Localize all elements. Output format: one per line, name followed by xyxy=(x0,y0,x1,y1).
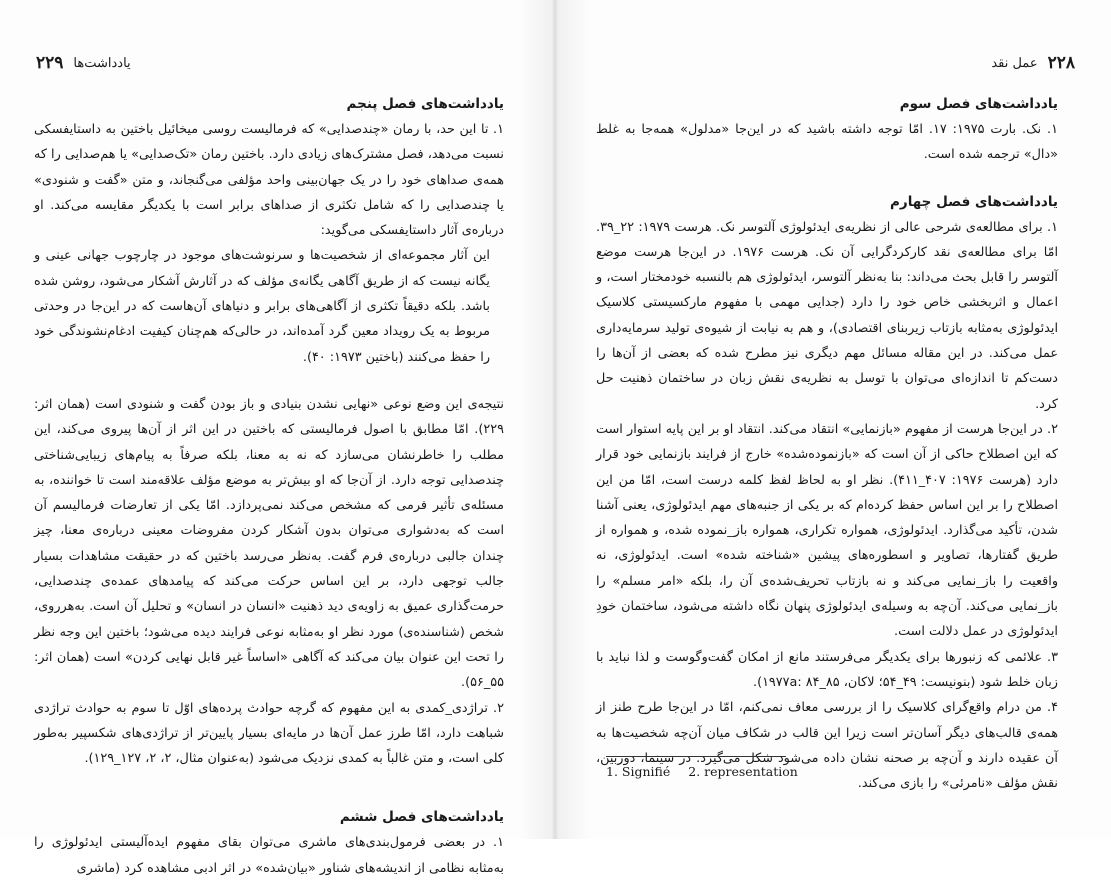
footnote-rule xyxy=(606,756,786,757)
note-paragraph: ۲. در این‌جا هرست از مفهوم «بازنمایی» انتقاد می‌کند. انتقاد او بر این پایه استوار است که این اصطلاح حاکی از آن است که «بازنموده‌شده» خارج از فرایند بازنمایی خود قرار دارد (هرست ۱۹۷۶: ۴۰۷_۴۱۱). نظر او به لحاظ لفظ کلمه درست است، امّا من این اصطلاح را بر این اساس حفظ کرده‌ام که بر یکی از جنبه‌های مهم ایدئولوژی، یعنی آشنا شدن، تأکید می‌گذارد. ایدئولوژی، همواره تکراری، همواره باز_نموده شده، و همواره از طریق گفتارها، تصاویر و اسطوره‌های پیشین «شناخته شده» است. ایدئولوژی، نه واقعیت را باز_نمایی می‌کند و نه بازتاب تحریف‌شده‌ی آن را، بلکه «امر مسلم» را باز_نمایی می‌کند. آن‌چه به وسیله‌ی ایدئولوژی پنهان نگاه داشته می‌شود، ساختمان خودِ ایدئولوژی در عمل دلالت است. xyxy=(596,421,1058,640)
section-heading: یادداشت‌های فصل چهارم xyxy=(890,193,1058,210)
page-number: ۲۲۸ xyxy=(1047,53,1075,73)
note-paragraph: ۳. علائمی که زنبورها برای یکدیگر می‌فرستند مانع از امکان گفت‌وگوست و لذا نباید با زبان خلط شود (بنونیست: ۴۹_۵۴؛ لاکان، ۱۹۷۷a: ۸۴_۸۵). xyxy=(596,649,1058,690)
footnotes xyxy=(606,764,798,779)
section-heading: یادداشت‌های فصل ششم xyxy=(339,809,504,826)
note-paragraph: ۱. در بعضی فرمول‌بندی‌های ماشری می‌توان بقای مفهوم ایده‌آلیستی ایدئولوژی را به‌مثابه نظامی از اندیشه‌های شناور «بیان‌شده» در اثر ادبی مشاهده کرد (ماشری xyxy=(34,835,504,876)
note-paragraph: ۱. برای مطالعه‌ی شرحی عالی از نظریه‌ی ایدئولوژی آلتوسر نک. هرست ۱۹۷۹: ۲۲_۳۹. امّا برای مطالعه‌ی نقد کارکردگرایی آن نک. هرست ۱۹۷۶. در این‌جا هرست موضع آلتوسر را قابل بحث می‌داند: بنا به‌نظر آلتوسر، ایدئولوژی هم بالنسبه خودمختار است، و اعمال و اثربخشی خاص خود را دارد (جدایی مهمی با مفهوم مارکسیستی کلاسیک ایدئولوژی به‌مثابه بازتاب زیربنای اقتصادی)، و هم به نیابت از شیوه‌ی تولید سرمایه‌داری عمل می‌کند. در این مقاله مسائل مهم دیگری نیز مطرح شده که بعضی از آن‌ها را دست‌کم تا اندازه‌ای می‌توان با توسل به نظریه‌ی نقش زبان در ساختمان ذهنیت حل کرد. xyxy=(596,219,1059,412)
footnote: 2. representation xyxy=(688,764,798,779)
running-title: یادداشت‌ها xyxy=(73,55,131,71)
left-page-body xyxy=(34,92,504,881)
right-page-body xyxy=(596,92,1058,796)
left-page xyxy=(0,0,554,876)
running-title: عمل نقد xyxy=(991,55,1038,71)
section-heading: یادداشت‌های فصل سوم xyxy=(899,96,1058,112)
note-paragraph: ۲. تراژدی_کمدی به این مفهوم که گرچه حوادث پرده‌های اوّل تا سوم به حوادث تراژدی شباهت دارد، امّا طرز عمل آن‌ها در مایه‌ای بسیار پایین‌تر از تراژدی‌های شکسپیر به‌طور کلی است، و متن غالباً به کمدی نزدیک می‌شود (به‌عنوان مثال، ۲، ۲، ۱۲۷_۱۲۹). xyxy=(34,700,504,767)
note-paragraph: ۱. تا این حد، با رمان «چندصدایی» که فرمالیست روسی میخائیل باختین به داستایفسکی نسبت می‌دهد، فصل مشترک‌های زیادی دارد. باختین رمان «تک‌صدایی» یا هم‌صدایی را که همه‌ی صداهای خود را در یک جهان‌بینی واحد مؤلفی می‌گنجاند، و متن «گفت و شنودی» یا چندصدایی را که شامل تکثری از صداهای برابر است با یکدیگر مقایسه می‌کند. او درباره‌ی آثار داستایفسکی می‌گوید: xyxy=(34,122,504,239)
left-running-head xyxy=(36,52,131,74)
block-quote: این آثار مجموعه‌ای از شخصیت‌ها و سرنوشت‌های موجود در چارچوب جهانی عینی و یگانه نیست که از طریق آگاهی یگانه‌ی مؤلف که در آثارش آشکار می‌شود، روشن شده باشد. بلکه دقیقاً تکثری از آگاهی‌های برابر و دنیاهای آن‌هاست که در این‌جا در وحدتی مربوط به یک رویداد معین گرد آمده‌اند، در حالی‌که هم‌چنان کیفیت ادغام‌نشوندگی خود را حفظ می‌کنند (باختین ۱۹۷۳: ۴۰). xyxy=(34,248,490,365)
section-heading: یادداشت‌های فصل پنجم xyxy=(346,96,504,112)
footnote: 1. Signifié xyxy=(606,764,671,779)
note-paragraph: ۱. نک. بارت ۱۹۷۵: ۱۷. امّا توجه داشته باشید که در این‌جا «مدلول» همه‌جا به غلط «دال» ترجمه شده است. xyxy=(596,122,1058,163)
note-paragraph: ۴. من درام واقع‌گرای کلاسیک را از بررسی معاف نمی‌کنم، امّا در این‌جا طرح طنز از همه‌ی قالب‌های دیگر آسان‌تر است زیرا این قالب در شکاف میان آن‌چه شخصیت‌ها به آن عقیده دارند و آن‌چه بر صحنه نشان داده می‌شود شکل می‌گیرد. در سینما، دوربین، نقش مؤلف «نامرئی» را بازی می‌کند. xyxy=(596,700,1058,792)
page-number: ۲۲۹ xyxy=(36,53,64,73)
right-page xyxy=(556,0,1111,839)
note-paragraph: نتیجه‌ی این وضع نوعی «نهایی نشدن بنیادی و باز بودن گفت و شنودی است (همان اثر: ۲۲۹). امّا مطابق با اصول فرمالیستی که باختین در این اثر از آن‌ها پیروی می‌کند، این مطلب را خاطرنشان می‌سازد که نه به معنا، بلکه صرفاً به پیام‌های زیبایی‌شناختی چندصدایی توجه دارد. از آن‌جا که او بیش‌تر به موضع مؤلف علاقه‌مند است تا خواننده، به مسئله‌ی تأثیر فرمی که مشخص می‌کند نمی‌پردازد. امّا یکی از تعارضات فرمالیسم آن است که به‌دشواری می‌توان بدون آشکار کردن مفروضات معینی درباره‌ی معنا، چیز چندان جالبی درباره‌ی فرم گفت. به‌نظر می‌رسد باختین که در حقیقت مشاهدات بسیار جالب توجهی دارد، بر این اساس حرکت می‌کند که پیامدهای عمده‌ی چندصدایی، حرمت‌گذاری عمیق به زاویه‌ی دید ذهنیت «انسان در انسان» و تحلیل آن است. به‌هرروی، شخص (شناسنده‌ی) مورد نظر او به‌مثابه نوعی فرایند دیده می‌شود؛ باختین این وجه نظر را تحت این عنوان بیان می‌کند که آگاهی «اساساً غیر قابل نهایی کردن» است (همان اثر: ۵۵_۵۶). xyxy=(34,396,504,691)
right-running-head xyxy=(991,52,1075,74)
